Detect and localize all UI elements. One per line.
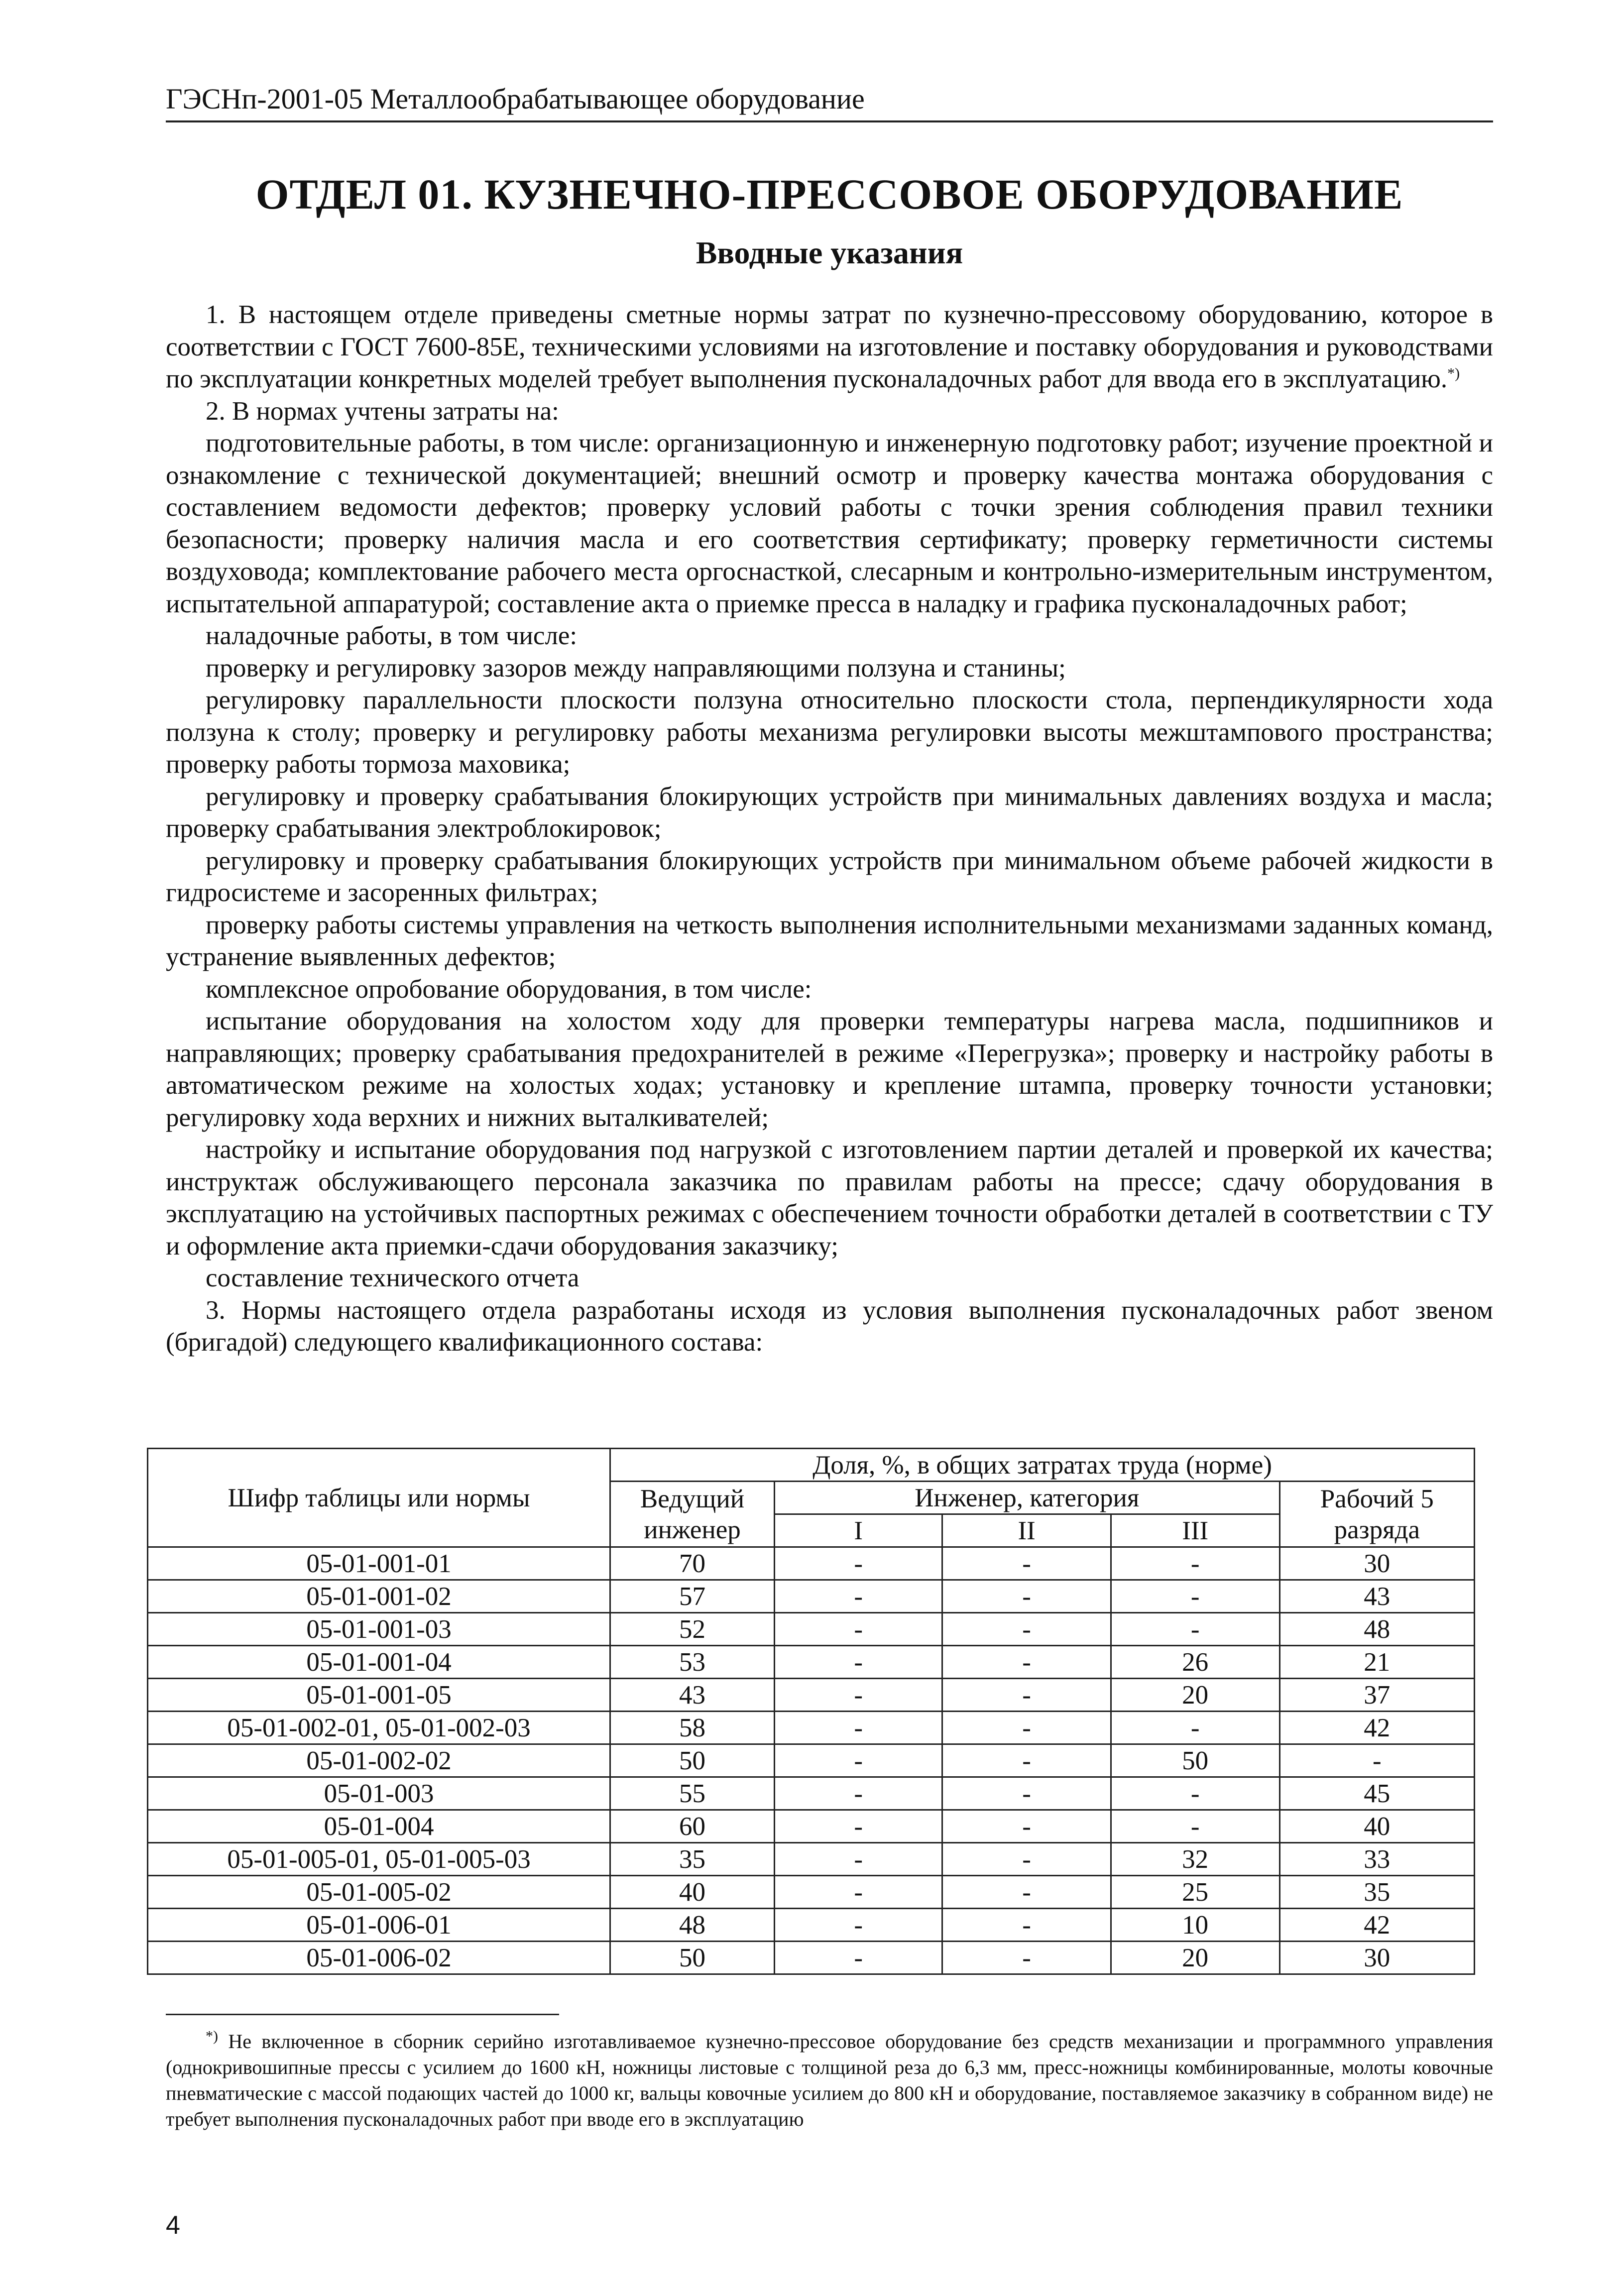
table-row bbox=[148, 1679, 1475, 1712]
cell-cat2: - bbox=[942, 1646, 1111, 1679]
cell-code: 05-01-005-02 bbox=[148, 1876, 610, 1909]
paragraph: проверку и регулировку зазоров между направляющими ползуна и станины; bbox=[206, 653, 1066, 683]
paragraph: проверку работы системы управления на четкость выполнения исполнительными механизмами заданных команд, устранение выявленных дефектов; bbox=[166, 910, 1493, 971]
cell-cat2: - bbox=[942, 1876, 1111, 1909]
cell-worker: 43 bbox=[1279, 1580, 1474, 1613]
cell-cat2: - bbox=[942, 1843, 1111, 1876]
cell-lead: 60 bbox=[610, 1810, 775, 1843]
cell-lead: 58 bbox=[610, 1712, 775, 1744]
paragraph: регулировку параллельности плоскости ползуна относительно плоскости стола, перпендикулярности хода ползуна к столу; проверку и регулировку работы механизма регулировки высоты межштампового пространства; проверку работы тормоза маховика; bbox=[166, 686, 1493, 779]
body-text bbox=[166, 299, 1493, 1359]
cell-cat3: 50 bbox=[1111, 1744, 1279, 1777]
table-row bbox=[148, 1580, 1475, 1613]
group-header: Доля, %, в общих затратах труда (норме) bbox=[610, 1449, 1475, 1482]
cell-code: 05-01-001-02 bbox=[148, 1580, 610, 1613]
table-row bbox=[148, 1909, 1475, 1942]
cell-worker: 30 bbox=[1279, 1547, 1474, 1580]
cell-cat1: - bbox=[774, 1547, 942, 1580]
cell-cat1: - bbox=[774, 1843, 942, 1876]
paragraph: регулировку и проверку срабатывания блокирующих устройств при минимальном объеме рабочей жидкости в гидросистеме и засоренных фильтрах; bbox=[166, 846, 1493, 907]
cell-code: 05-01-001-05 bbox=[148, 1679, 610, 1712]
running-header: ГЭСНп-2001-05 Металлообрабатывающее оборудование bbox=[166, 80, 1493, 122]
cell-lead: 48 bbox=[610, 1909, 775, 1942]
paragraph: 1. В настоящем отделе приведены сметные нормы затрат по кузнечно-прессовому оборудованию, которое в соответствии с ГОСТ 7600-85Е, техническими условиями на изготовление и поставку оборудования и руководствами по эксплуатации конкретных моделей требует выполнения пусконаладочных работ для ввода его в эксплуатацию.*) bbox=[166, 300, 1493, 393]
cell-worker: 45 bbox=[1279, 1777, 1474, 1810]
cell-code: 05-01-002-02 bbox=[148, 1744, 610, 1777]
cell-worker: 33 bbox=[1279, 1843, 1474, 1876]
cell-cat3: 25 bbox=[1111, 1876, 1279, 1909]
cell-lead: 43 bbox=[610, 1679, 775, 1712]
paragraph: регулировку и проверку срабатывания блокирующих устройств при минимальных давлениях воздуха и масла; проверку срабатывания электроблокировок; bbox=[166, 782, 1493, 843]
footnote bbox=[166, 2029, 1493, 2132]
table-row bbox=[148, 1942, 1475, 1974]
cell-cat2: - bbox=[942, 1580, 1111, 1613]
cell-code: 05-01-001-03 bbox=[148, 1613, 610, 1646]
cell-worker: 30 bbox=[1279, 1942, 1474, 1974]
cell-cat3: - bbox=[1111, 1777, 1279, 1810]
cell-cat3: 10 bbox=[1111, 1909, 1279, 1942]
cell-lead: 53 bbox=[610, 1646, 775, 1679]
cell-cat3: - bbox=[1111, 1547, 1279, 1580]
cell-cat2: - bbox=[942, 1777, 1111, 1810]
cell-cat3: - bbox=[1111, 1613, 1279, 1646]
page-number: 4 bbox=[166, 2211, 180, 2240]
footnote-marker: *) bbox=[1447, 365, 1460, 382]
paragraph: комплексное опробование оборудования, в том числе: bbox=[206, 974, 812, 1004]
cat-3-header: III bbox=[1111, 1514, 1279, 1547]
cell-worker: 42 bbox=[1279, 1712, 1474, 1744]
cell-code: 05-01-004 bbox=[148, 1810, 610, 1843]
cell-cat3: - bbox=[1111, 1810, 1279, 1843]
cell-cat2: - bbox=[942, 1744, 1111, 1777]
cell-cat2: - bbox=[942, 1547, 1111, 1580]
cell-worker: 37 bbox=[1279, 1679, 1474, 1712]
cell-cat2: - bbox=[942, 1942, 1111, 1974]
cell-worker: 42 bbox=[1279, 1909, 1474, 1942]
cell-cat1: - bbox=[774, 1744, 942, 1777]
table-row bbox=[148, 1777, 1475, 1810]
cell-cat3: 26 bbox=[1111, 1646, 1279, 1679]
paragraph: наладочные работы, в том числе: bbox=[206, 621, 578, 650]
table-row bbox=[148, 1843, 1475, 1876]
table-body bbox=[148, 1547, 1475, 1974]
cell-cat3: 20 bbox=[1111, 1942, 1279, 1974]
cell-cat3: - bbox=[1111, 1580, 1279, 1613]
cell-worker: 40 bbox=[1279, 1810, 1474, 1843]
cell-cat3: - bbox=[1111, 1712, 1279, 1744]
table-row bbox=[148, 1876, 1475, 1909]
cell-cat2: - bbox=[942, 1810, 1111, 1843]
cell-code: 05-01-001-01 bbox=[148, 1547, 610, 1580]
cell-lead: 35 bbox=[610, 1843, 775, 1876]
paragraph: настройку и испытание оборудования под нагрузкой с изготовлением партии деталей и проверкой их качества; инструктаж обслуживающего персонала заказчика по правилам работы на прессе; сдачу оборудования в эксплуатацию на устойчивых паспортных режимах с обеспечением точности обработки деталей в соответствии с ТУ и оформление акта приемки-сдачи оборудования заказчику; bbox=[166, 1135, 1493, 1261]
cell-cat1: - bbox=[774, 1679, 942, 1712]
paragraph: 2. В нормах учтены затраты на: bbox=[206, 396, 559, 426]
cell-cat1: - bbox=[774, 1613, 942, 1646]
cell-code: 05-01-002-01, 05-01-002-03 bbox=[148, 1712, 610, 1744]
cell-cat1: - bbox=[774, 1580, 942, 1613]
cell-lead: 50 bbox=[610, 1942, 775, 1974]
cell-code: 05-01-005-01, 05-01-005-03 bbox=[148, 1843, 610, 1876]
cell-code: 05-01-001-04 bbox=[148, 1646, 610, 1679]
cell-cat2: - bbox=[942, 1712, 1111, 1744]
cell-worker: - bbox=[1279, 1744, 1474, 1777]
cell-worker: 48 bbox=[1279, 1613, 1474, 1646]
paragraph: подготовительные работы, в том числе: организационную и инженерную подготовку работ; изучение проектной и ознакомление с технической документацией; внешний осмотр и проверку качества монтажа оборудования с составлением ведомости дефектов; проверку условий работы с точки зрения соблюдения правил техники безопасности; проверку наличия масла и его соответствия сертификату; проверку герметичности системы воздуховода; комплектование рабочего места оргоснасткой, слесарным и контрольно-измерительным инструментом, испытательной аппаратурой; составление акта о приемке пресса в наладку и графика пусконаладочных работ; bbox=[166, 429, 1493, 618]
table-row bbox=[148, 1646, 1475, 1679]
col-engineer-header: Инженер, категория bbox=[774, 1482, 1279, 1514]
cell-code: 05-01-003 bbox=[148, 1777, 610, 1810]
paragraph: составление технического отчета bbox=[206, 1263, 580, 1292]
table-row bbox=[148, 1744, 1475, 1777]
footnote-marker: *) bbox=[206, 2028, 218, 2045]
footnote-divider bbox=[166, 2014, 559, 2015]
table-row bbox=[148, 1613, 1475, 1646]
paragraph: 3. Нормы настоящего отдела разработаны исходя из условия выполнения пусконаладочных работ звеном (бригадой) следующего квалификационного состава: bbox=[166, 1295, 1493, 1357]
cell-cat1: - bbox=[774, 1909, 942, 1942]
cell-cat2: - bbox=[942, 1909, 1111, 1942]
footnote-text: *) Не включенное в сборник серийно изготавливаемое кузнечно-прессовое оборудование без средств механизации и программного управления (однокривошипные прессы с усилием до 1600 кН, ножницы листовые с толщиной реза до 6,3 мм, пресс-ножницы комбинированные, молоты ковочные пневматические с массой подающих частей до 1000 кг, вальцы ковочные усилием до 800 кН и оборудование, поставляемое заказчику в собранном виде) не требует выполнения пусконаладочных работ при вводе его в эксплуатацию bbox=[166, 2028, 1494, 2130]
cell-lead: 40 bbox=[610, 1876, 775, 1909]
cell-cat1: - bbox=[774, 1810, 942, 1843]
cat-1-header: I bbox=[774, 1514, 942, 1547]
col-worker-header: Рабочий 5 разряда bbox=[1279, 1482, 1474, 1547]
table-row bbox=[148, 1712, 1475, 1744]
section-title: ОТДЕЛ 01. КУЗНЕЧНО-ПРЕССОВОЕ ОБОРУДОВАНИЕ bbox=[255, 170, 1403, 218]
table-row bbox=[148, 1810, 1475, 1843]
cell-lead: 52 bbox=[610, 1613, 775, 1646]
cell-worker: 35 bbox=[1279, 1876, 1474, 1909]
cell-lead: 50 bbox=[610, 1744, 775, 1777]
section-subtitle: Вводные указания bbox=[696, 235, 963, 270]
col-lead-header: Ведущий инженер bbox=[610, 1482, 775, 1547]
cat-2-header: II bbox=[942, 1514, 1111, 1547]
cell-cat1: - bbox=[774, 1777, 942, 1810]
table-row bbox=[148, 1547, 1475, 1580]
col-code-header: Шифр таблицы или нормы bbox=[148, 1449, 610, 1547]
cell-cat3: 20 bbox=[1111, 1679, 1279, 1712]
cell-lead: 70 bbox=[610, 1547, 775, 1580]
cell-lead: 55 bbox=[610, 1777, 775, 1810]
cell-cat1: - bbox=[774, 1876, 942, 1909]
cell-cat2: - bbox=[942, 1613, 1111, 1646]
cell-worker: 21 bbox=[1279, 1646, 1474, 1679]
cell-cat2: - bbox=[942, 1679, 1111, 1712]
cell-cat1: - bbox=[774, 1942, 942, 1974]
cell-lead: 57 bbox=[610, 1580, 775, 1613]
cell-code: 05-01-006-02 bbox=[148, 1942, 610, 1974]
cell-cat1: - bbox=[774, 1646, 942, 1679]
cell-cat3: 32 bbox=[1111, 1843, 1279, 1876]
cell-cat1: - bbox=[774, 1712, 942, 1744]
paragraph: испытание оборудования на холостом ходу для проверки температуры нагрева масла, подшипников и направляющих; проверку срабатывания предохранителей в режиме «Перегрузка»; проверку и настройку работы в автоматическом режиме на холостых ходах; установку и крепление штампа, проверку точности установки; регулировку хода верхних и нижних выталкивателей; bbox=[166, 1007, 1493, 1132]
cell-code: 05-01-006-01 bbox=[148, 1909, 610, 1942]
qualification-table bbox=[147, 1448, 1475, 1975]
